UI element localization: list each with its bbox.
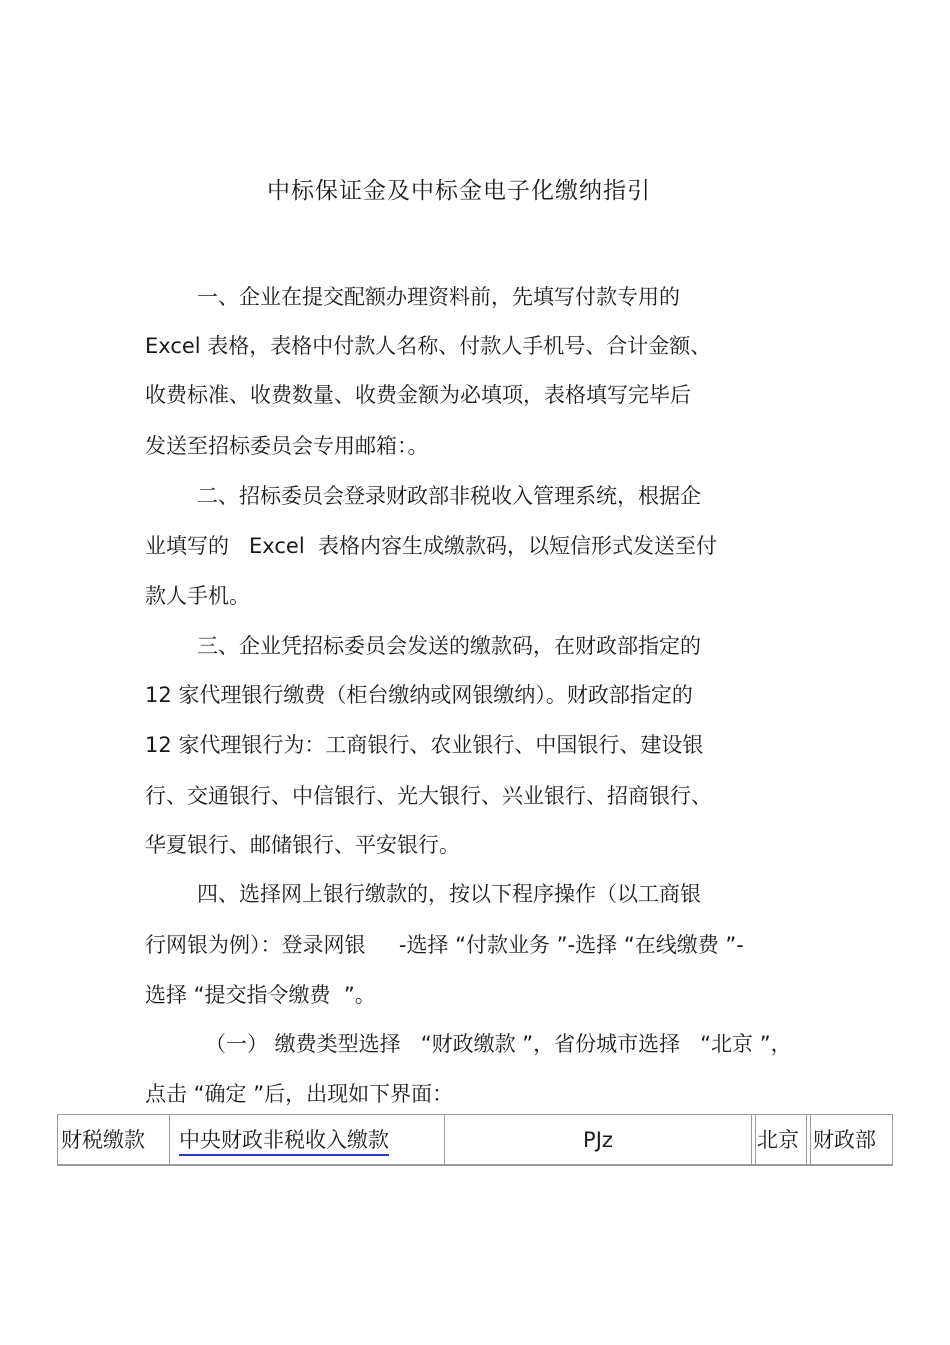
paragraph-line: 行网银为例）：登录网银 -选择 “付款业务 ”-选择 “在线缴费 ”- (145, 933, 744, 957)
payment-link-text[interactable]: 中央财政非税收入缴款 (179, 1127, 389, 1156)
paragraph-line: 二、招标委员会登录财政部非税收入管理系统，根据企 (197, 484, 701, 508)
table-cell-city: 北京 (757, 1128, 799, 1152)
paragraph-line: 行、交通银行、中信银行、光大银行、兴业银行、招商银行、 (145, 784, 712, 808)
paragraph-line: 一、企业在提交配额办理资料前，先填写付款专用的 (197, 285, 680, 309)
table-divider (169, 1115, 170, 1164)
table-cell-category: 财税缴款 (61, 1128, 145, 1152)
paragraph-line: Excel 表格，表格中付款人名称、付款人手机号、合计金额、 (145, 334, 712, 358)
table-cell-department: 财政部 (813, 1128, 876, 1152)
table-divider (806, 1115, 811, 1164)
table-divider (751, 1115, 756, 1164)
table-cell-payment-link[interactable] (179, 1115, 444, 1164)
paragraph-line: 四、选择网上银行缴款的，按以下程序操作（以工商银 (197, 882, 701, 906)
payment-type-table (57, 1114, 893, 1166)
paragraph-line: 选择 “提交指令缴费 ”。 (145, 983, 376, 1007)
paragraph-line: 发送至招标委员会专用邮箱：。 (145, 434, 429, 458)
paragraph-line: 款人手机。 (145, 584, 250, 608)
paragraph-line: 三、企业凭招标委员会发送的缴款码，在财政部指定的 (197, 634, 701, 658)
paragraph-line: 华夏银行、邮储银行、平安银行。 (145, 833, 460, 857)
paragraph-line: 业填写的 Excel 表格内容生成缴款码，以短信形式发送至付 (145, 534, 718, 558)
paragraph-line: 点击 “确定 ”后，出现如下界面： (145, 1082, 454, 1106)
paragraph-line: （一） 缴费类型选择 “财政缴款 ”，省份城市选择 “北京 ”， (205, 1032, 792, 1056)
document-title: 中标保证金及中标金电子化缴纳指引 (267, 178, 651, 204)
table-cell-code: PJz (583, 1128, 613, 1152)
paragraph-line: 收费标准、收费数量、收费金额为必填项，表格填写完毕后 (145, 383, 691, 407)
paragraph-line: 12 家代理银行为：工商银行、农业银行、中国银行、建设银 (145, 733, 704, 757)
paragraph-line: 12 家代理银行缴费（柜台缴纳或网银缴纳）。财政部指定的 (145, 683, 693, 707)
